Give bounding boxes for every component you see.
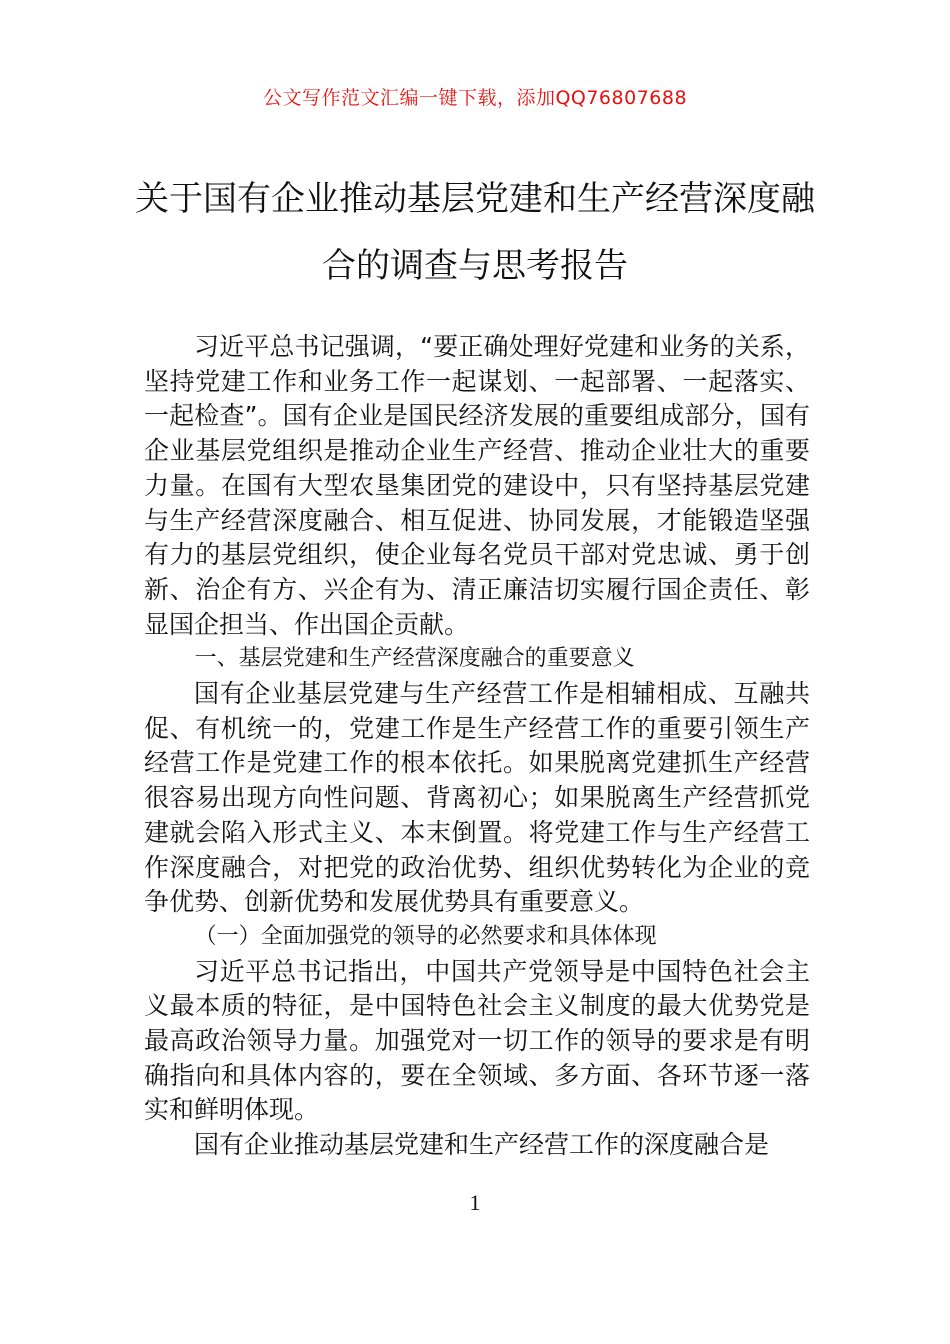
download-banner: 公文写作范文汇编一键下载，添加QQ76807688 [262, 87, 688, 109]
body-paragraph: 国有企业基层党建与生产经营工作是相辅相成、互融共促、有机统一的，党建工作是生产经营工作的重要引领生产经营工作是党建工作的根本依托。如果脱离党建抓生产经营很容易出现方向性问题、背离初心；如果脱离生产经营抓党建就会陷入形式主义、本末倒置。将党建工作与生产经营工作深度融合，对把党的政治优势、组织优势转化为企业的竞争优势、创新优势和发展优势具有重要意义。 [144, 679, 810, 917]
body-paragraph: 习近平总书记指出，中国共产党领导是中国特色社会主义最本质的特征，是中国特色社会主义制度的最大优势党是最高政治领导力量。加强党对一切工作的领导的要求是有明确指向和具体内容的，要在全领域、多方面、各环节逐一落实和鲜明体现。 [144, 956, 810, 1125]
page-number: 1 [469, 1190, 481, 1215]
document-title: 关于国有企业推动基层党建和生产经营深度融合的调查与思考报告 [135, 179, 815, 286]
subsection-heading-1: （一）全面加强党的领导的必然要求和具体体现 [194, 923, 657, 949]
body-paragraph: 国有企业推动基层党建和生产经营工作的深度融合是 [194, 1130, 770, 1160]
section-heading-1: 一、基层党建和生产经营深度融合的重要意义 [194, 646, 635, 672]
document-body [144, 330, 810, 1163]
intro-paragraph: 习近平总书记强调，“要正确处理好党建和业务的关系，坚持党建工作和业务工作一起谋划、一起部署、一起落实、一起检查”。国有企业是国民经济发展的重要组成部分，国有企业基层党组织是推动企业生产经营、推动企业壮大的重要力量。在国有大型农垦集团党的建设中，只有坚持基层党建与生产经营深度融合、相互促进、协同发展，才能锻造坚强有力的基层党组织，使企业每名党员干部对党忠诚、勇于创新、治企有方、兴企有为、清正廉洁切实履行国企责任、彰显国企担当、作出国企贡献。 [144, 332, 810, 639]
